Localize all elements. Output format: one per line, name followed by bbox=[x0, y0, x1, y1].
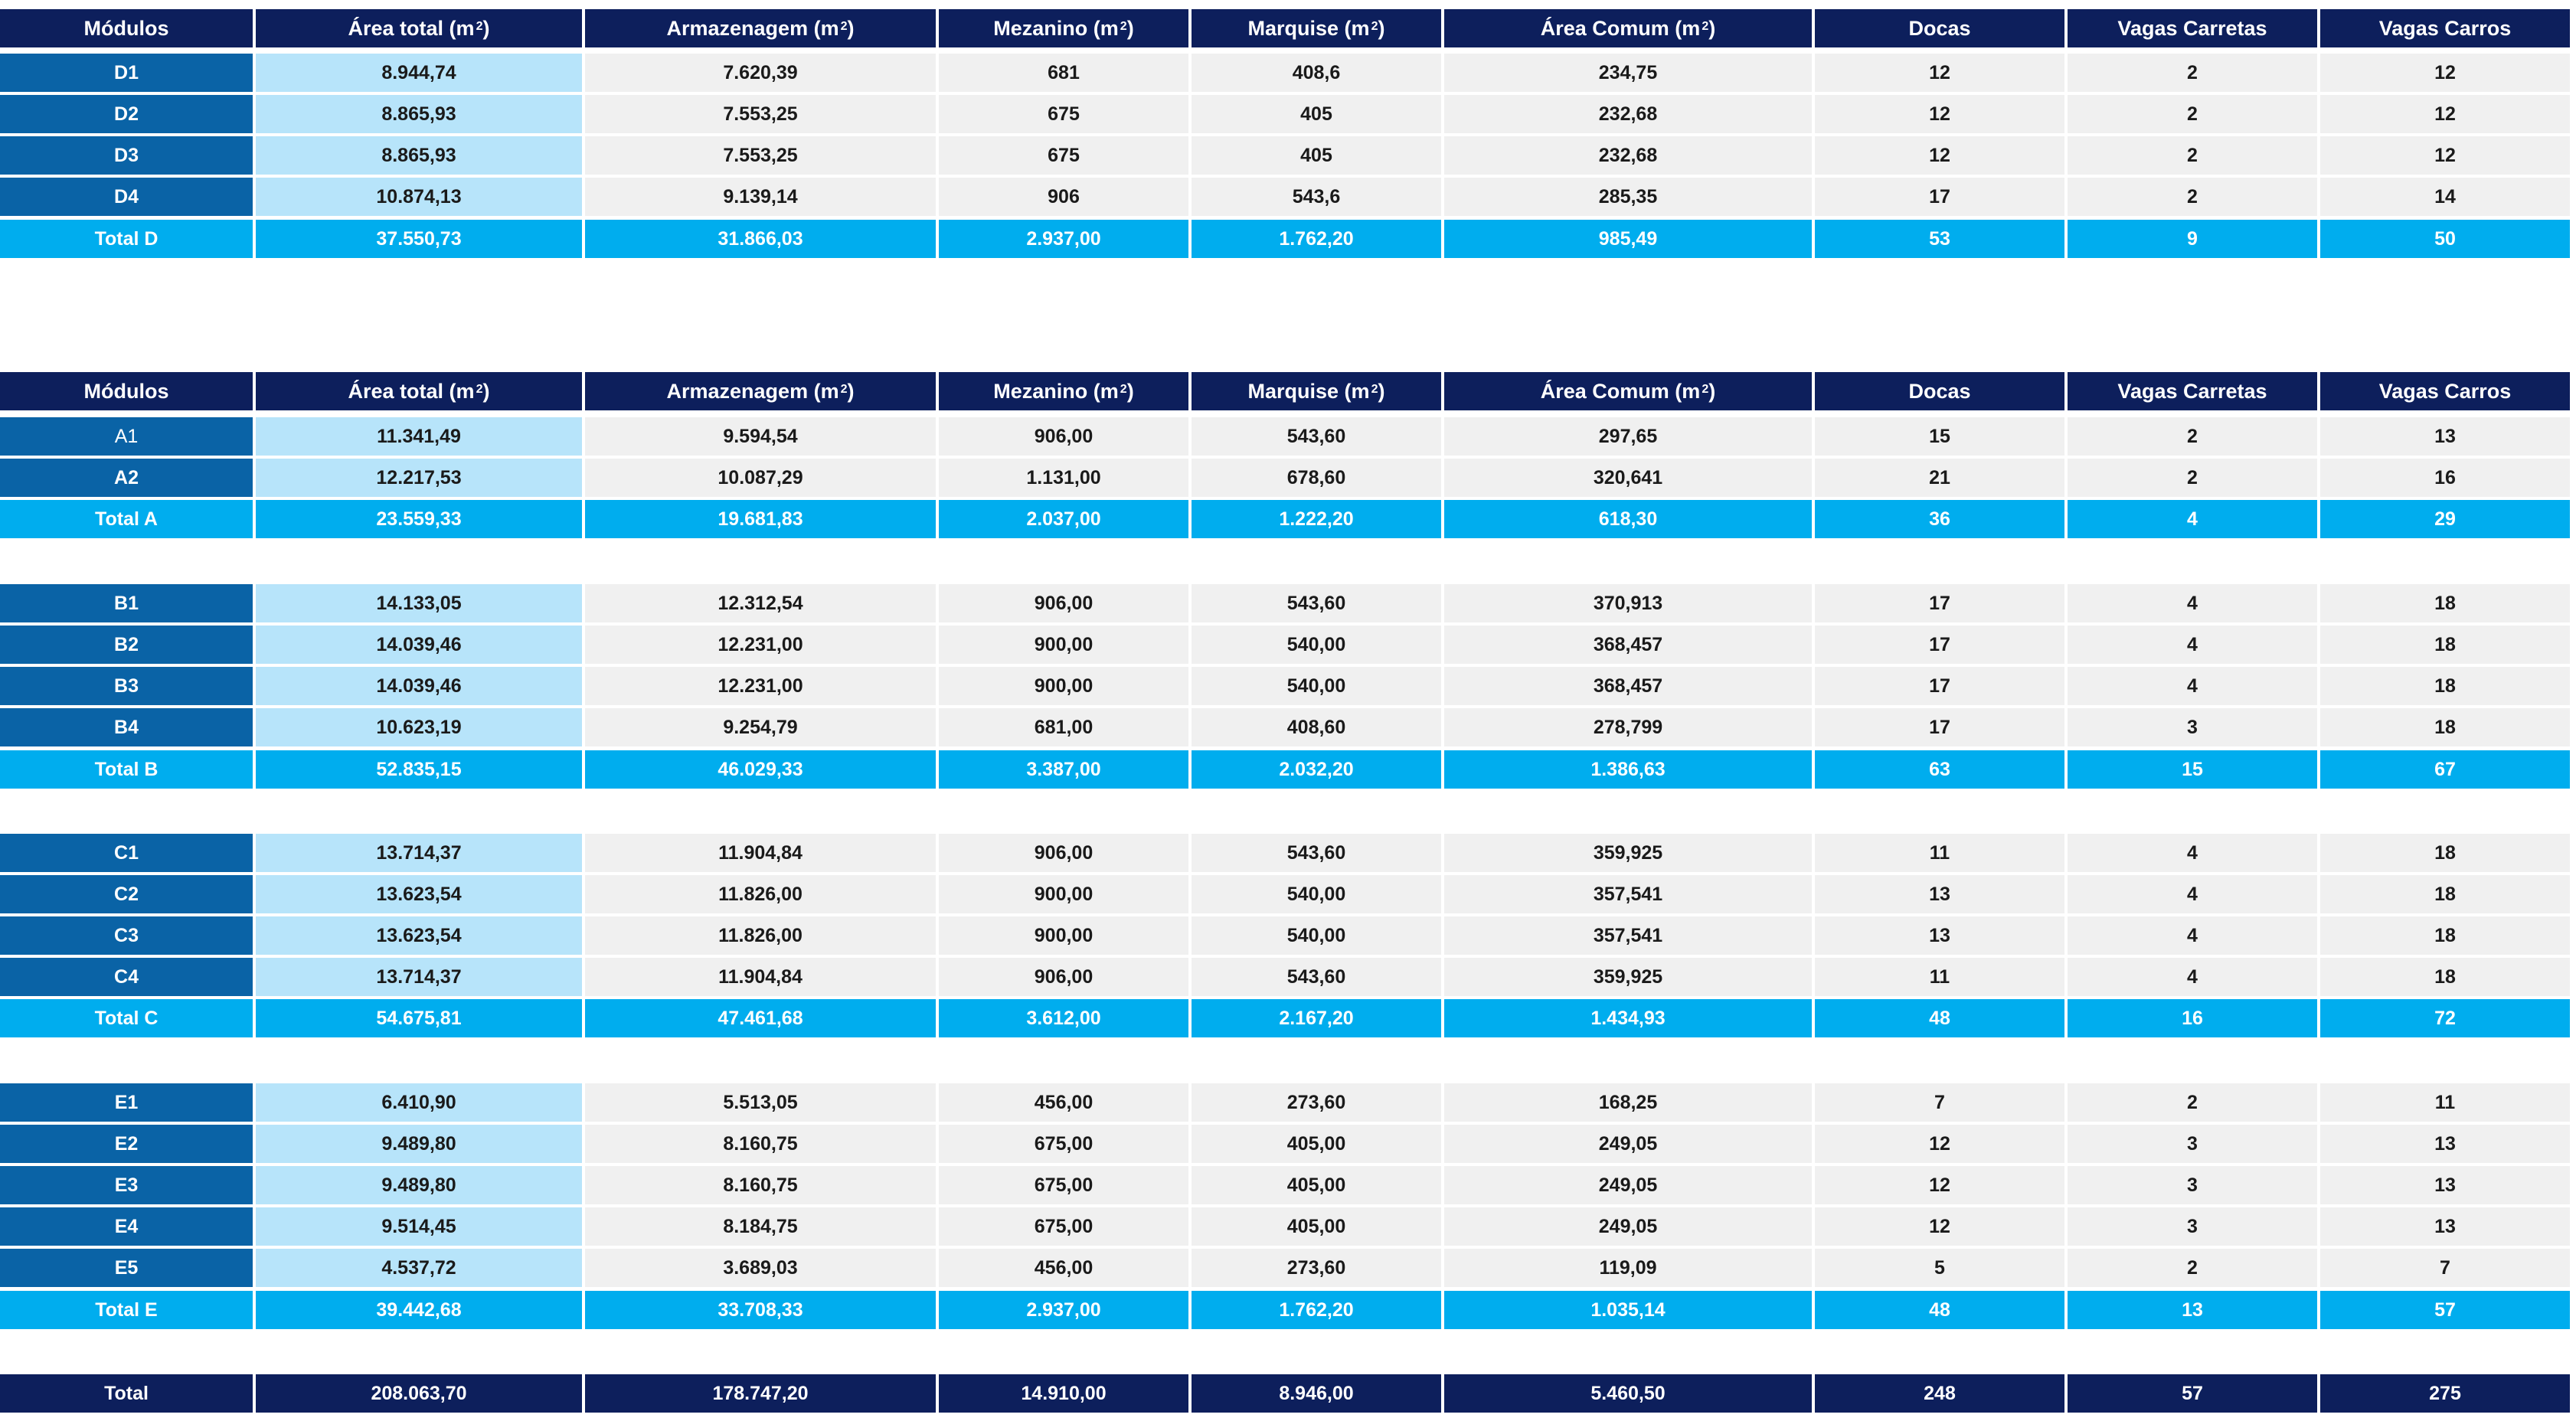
cell-vagas-carretas: 2 bbox=[2068, 95, 2317, 133]
cell-area-comum: 357,541 bbox=[1444, 916, 1812, 955]
cell-area-comum: 357,541 bbox=[1444, 875, 1812, 913]
column-header-mezanino: Mezanino (m $^2$ ) bbox=[939, 372, 1188, 410]
cell-marquise: 540,00 bbox=[1192, 875, 1441, 913]
cell-vagas-carros: 275 bbox=[2320, 1374, 2570, 1413]
cell-mezanino: 906,00 bbox=[939, 417, 1188, 456]
cell-area-total: 9.489,80 bbox=[256, 1125, 582, 1163]
column-header-label: Vagas Carretas bbox=[2117, 379, 2267, 403]
column-header-label: Docas bbox=[1908, 379, 1971, 403]
column-header-label: Área total (m bbox=[348, 16, 475, 40]
cell-area-comum: 249,05 bbox=[1444, 1125, 1812, 1163]
cell-module: E5 bbox=[0, 1249, 253, 1287]
cell-armazenagem: 8.160,75 bbox=[585, 1166, 936, 1204]
cell-area-comum: 985,49 bbox=[1444, 220, 1812, 258]
column-header-label: Armazenagem (m bbox=[666, 379, 839, 403]
cell-module: C2 bbox=[0, 875, 253, 913]
cell-armazenagem: 10.087,29 bbox=[585, 459, 936, 497]
cell-mezanino: 900,00 bbox=[939, 875, 1188, 913]
table-row bbox=[0, 54, 2570, 92]
column-header-area-comum: Área Comum (m $^2$ ) bbox=[1444, 9, 1812, 47]
cell-area-comum: 1.434,93 bbox=[1444, 999, 1812, 1037]
cell-mezanino: 675,00 bbox=[939, 1166, 1188, 1204]
cell-docas: 13 bbox=[1815, 916, 2064, 955]
cell-area-comum: 370,913 bbox=[1444, 584, 1812, 622]
unit-close-paren: ) bbox=[1708, 16, 1716, 40]
column-header-label: Módulos bbox=[83, 379, 169, 403]
cell-armazenagem: 31.866,03 bbox=[585, 220, 936, 258]
cell-mezanino: 2.937,00 bbox=[939, 220, 1188, 258]
cell-mezanino: 3.612,00 bbox=[939, 999, 1188, 1037]
cell-area-comum: 278,799 bbox=[1444, 708, 1812, 746]
cell-mezanino: 675,00 bbox=[939, 1125, 1188, 1163]
cell-docas: 12 bbox=[1815, 1207, 2064, 1246]
cell-armazenagem: 12.231,00 bbox=[585, 626, 936, 664]
subtotal-row bbox=[0, 750, 2570, 789]
cell-marquise: 405 bbox=[1192, 95, 1441, 133]
column-header-label: Marquise (m bbox=[1247, 379, 1370, 403]
cell-area-total: 13.623,54 bbox=[256, 875, 582, 913]
cell-area-comum: 1.035,14 bbox=[1444, 1291, 1812, 1329]
cell-module: D2 bbox=[0, 95, 253, 133]
cell-area-total: 14.133,05 bbox=[256, 584, 582, 622]
cell-module: A1 bbox=[0, 417, 253, 456]
cell-vagas-carros: 67 bbox=[2320, 750, 2570, 789]
cell-mezanino: 906,00 bbox=[939, 834, 1188, 872]
cell-docas: 36 bbox=[1815, 500, 2064, 538]
table-row bbox=[0, 95, 2570, 133]
cell-docas: 48 bbox=[1815, 1291, 2064, 1329]
cell-area-comum: 359,925 bbox=[1444, 958, 1812, 996]
cell-marquise: 405 bbox=[1192, 136, 1441, 175]
cell-armazenagem: 19.681,83 bbox=[585, 500, 936, 538]
unit-close-paren: ) bbox=[1378, 379, 1385, 403]
cell-docas: 5 bbox=[1815, 1249, 2064, 1287]
cell-docas: 53 bbox=[1815, 220, 2064, 258]
cell-area-comum: 320,641 bbox=[1444, 459, 1812, 497]
cell-marquise: 2.167,20 bbox=[1192, 999, 1441, 1037]
cell-docas: 15 bbox=[1815, 417, 2064, 456]
column-header-marquise: Marquise (m $^2$ ) bbox=[1192, 9, 1441, 47]
cell-marquise: 273,60 bbox=[1192, 1249, 1441, 1287]
unit-close-paren: ) bbox=[847, 379, 855, 403]
table-row bbox=[0, 1125, 2570, 1163]
header-row bbox=[0, 372, 2570, 410]
cell-area-comum: 285,35 bbox=[1444, 178, 1812, 216]
cell-vagas-carros: 13 bbox=[2320, 1207, 2570, 1246]
cell-vagas-carros: 7 bbox=[2320, 1249, 2570, 1287]
cell-vagas-carros: 50 bbox=[2320, 220, 2570, 258]
column-header-label: Módulos bbox=[83, 16, 169, 40]
unit-close-paren: ) bbox=[1126, 379, 1134, 403]
table-row bbox=[0, 875, 2570, 913]
cell-module: C1 bbox=[0, 834, 253, 872]
cell-marquise: 408,60 bbox=[1192, 708, 1441, 746]
cell-docas: 13 bbox=[1815, 875, 2064, 913]
column-header-area-total: Área total (m $^2$ ) bbox=[256, 372, 582, 410]
cell-vagas-carretas: 4 bbox=[2068, 916, 2317, 955]
cell-mezanino: 2.937,00 bbox=[939, 1291, 1188, 1329]
cell-vagas-carretas: 4 bbox=[2068, 626, 2317, 664]
cell-vagas-carros: 12 bbox=[2320, 136, 2570, 175]
cell-armazenagem: 11.826,00 bbox=[585, 875, 936, 913]
column-header-vagas-carros bbox=[2320, 9, 2570, 47]
table-row bbox=[0, 708, 2570, 746]
cell-vagas-carretas: 16 bbox=[2068, 999, 2317, 1037]
cell-module: Total C bbox=[0, 999, 253, 1037]
cell-module: C4 bbox=[0, 958, 253, 996]
cell-vagas-carros: 18 bbox=[2320, 626, 2570, 664]
cell-module: E2 bbox=[0, 1125, 253, 1163]
cell-vagas-carros: 12 bbox=[2320, 95, 2570, 133]
table-row bbox=[0, 417, 2570, 456]
cell-area-total: 12.217,53 bbox=[256, 459, 582, 497]
cell-module: C3 bbox=[0, 916, 253, 955]
cell-armazenagem: 46.029,33 bbox=[585, 750, 936, 789]
table-row bbox=[0, 626, 2570, 664]
cell-area-total: 10.874,13 bbox=[256, 178, 582, 216]
cell-area-total: 13.714,37 bbox=[256, 834, 582, 872]
subtotal-row bbox=[0, 500, 2570, 538]
cell-vagas-carretas: 4 bbox=[2068, 958, 2317, 996]
cell-mezanino: 456,00 bbox=[939, 1249, 1188, 1287]
cell-docas: 17 bbox=[1815, 667, 2064, 705]
cell-marquise: 543,60 bbox=[1192, 958, 1441, 996]
cell-mezanino: 675 bbox=[939, 95, 1188, 133]
cell-module: Total E bbox=[0, 1291, 253, 1329]
column-header-label: Vagas Carretas bbox=[2117, 16, 2267, 40]
column-header-vagas-carretas bbox=[2068, 372, 2317, 410]
cell-vagas-carretas: 3 bbox=[2068, 1166, 2317, 1204]
column-header-armazenagem: Armazenagem (m $^2$ ) bbox=[585, 372, 936, 410]
cell-area-total: 10.623,19 bbox=[256, 708, 582, 746]
cell-module: D3 bbox=[0, 136, 253, 175]
column-header-docas bbox=[1815, 372, 2064, 410]
cell-vagas-carretas: 4 bbox=[2068, 667, 2317, 705]
cell-area-comum: 368,457 bbox=[1444, 626, 1812, 664]
cell-marquise: 273,60 bbox=[1192, 1083, 1441, 1122]
cell-mezanino: 1.131,00 bbox=[939, 459, 1188, 497]
cell-area-total: 208.063,70 bbox=[256, 1374, 582, 1413]
cell-vagas-carretas: 15 bbox=[2068, 750, 2317, 789]
cell-area-total: 13.623,54 bbox=[256, 916, 582, 955]
cell-mezanino: 906,00 bbox=[939, 958, 1188, 996]
cell-module: B4 bbox=[0, 708, 253, 746]
cell-area-comum: 368,457 bbox=[1444, 667, 1812, 705]
cell-vagas-carretas: 2 bbox=[2068, 1249, 2317, 1287]
cell-vagas-carretas: 4 bbox=[2068, 875, 2317, 913]
cell-vagas-carretas: 3 bbox=[2068, 1125, 2317, 1163]
cell-mezanino: 906 bbox=[939, 178, 1188, 216]
cell-vagas-carretas: 4 bbox=[2068, 834, 2317, 872]
cell-module: Total bbox=[0, 1374, 253, 1413]
cell-marquise: 2.032,20 bbox=[1192, 750, 1441, 789]
column-header-label: Mezanino (m bbox=[993, 379, 1119, 403]
cell-armazenagem: 178.747,20 bbox=[585, 1374, 936, 1413]
column-header-label: Marquise (m bbox=[1247, 16, 1370, 40]
cell-area-total: 9.514,45 bbox=[256, 1207, 582, 1246]
cell-docas: 11 bbox=[1815, 834, 2064, 872]
cell-area-total: 14.039,46 bbox=[256, 667, 582, 705]
unit-close-paren: ) bbox=[1378, 16, 1385, 40]
subtotal-row bbox=[0, 1291, 2570, 1329]
cell-armazenagem: 12.312,54 bbox=[585, 584, 936, 622]
cell-marquise: 1.222,20 bbox=[1192, 500, 1441, 538]
cell-vagas-carros: 18 bbox=[2320, 875, 2570, 913]
header-row bbox=[0, 9, 2570, 47]
cell-area-total: 8.865,93 bbox=[256, 95, 582, 133]
column-header-label: Vagas Carros bbox=[2378, 379, 2512, 403]
cell-armazenagem: 8.160,75 bbox=[585, 1125, 936, 1163]
column-header-marquise: Marquise (m $^2$ ) bbox=[1192, 372, 1441, 410]
cell-area-total: 4.537,72 bbox=[256, 1249, 582, 1287]
cell-vagas-carros: 72 bbox=[2320, 999, 2570, 1037]
cell-docas: 248 bbox=[1815, 1374, 2064, 1413]
cell-armazenagem: 7.620,39 bbox=[585, 54, 936, 92]
cell-area-comum: 1.386,63 bbox=[1444, 750, 1812, 789]
cell-area-comum: 232,68 bbox=[1444, 136, 1812, 175]
cell-vagas-carretas: 4 bbox=[2068, 500, 2317, 538]
cell-docas: 12 bbox=[1815, 54, 2064, 92]
cell-vagas-carretas: 3 bbox=[2068, 708, 2317, 746]
column-header-module bbox=[0, 9, 253, 47]
cell-marquise: 540,00 bbox=[1192, 916, 1441, 955]
cell-vagas-carros: 14 bbox=[2320, 178, 2570, 216]
cell-armazenagem: 9.254,79 bbox=[585, 708, 936, 746]
cell-module: A2 bbox=[0, 459, 253, 497]
cell-module: Total D bbox=[0, 220, 253, 258]
cell-vagas-carretas: 2 bbox=[2068, 1083, 2317, 1122]
cell-marquise: 408,6 bbox=[1192, 54, 1441, 92]
column-header-label: Área Comum (m bbox=[1540, 16, 1701, 40]
cell-armazenagem: 3.689,03 bbox=[585, 1249, 936, 1287]
cell-module: E4 bbox=[0, 1207, 253, 1246]
cell-area-comum: 249,05 bbox=[1444, 1207, 1812, 1246]
cell-vagas-carros: 16 bbox=[2320, 459, 2570, 497]
column-header-area-total: Área total (m $^2$ ) bbox=[256, 9, 582, 47]
cell-area-total: 9.489,80 bbox=[256, 1166, 582, 1204]
column-header-label: Armazenagem (m bbox=[666, 16, 839, 40]
cell-docas: 17 bbox=[1815, 626, 2064, 664]
cell-module: B3 bbox=[0, 667, 253, 705]
cell-vagas-carretas: 2 bbox=[2068, 136, 2317, 175]
cell-mezanino: 681,00 bbox=[939, 708, 1188, 746]
cell-armazenagem: 47.461,68 bbox=[585, 999, 936, 1037]
cell-module: B2 bbox=[0, 626, 253, 664]
cell-docas: 12 bbox=[1815, 95, 2064, 133]
cell-marquise: 1.762,20 bbox=[1192, 1291, 1441, 1329]
table-row bbox=[0, 1083, 2570, 1122]
cell-vagas-carros: 13 bbox=[2320, 1125, 2570, 1163]
cell-mezanino: 14.910,00 bbox=[939, 1374, 1188, 1413]
cell-marquise: 678,60 bbox=[1192, 459, 1441, 497]
cell-vagas-carros: 57 bbox=[2320, 1291, 2570, 1329]
cell-marquise: 405,00 bbox=[1192, 1207, 1441, 1246]
column-header-label: Mezanino (m bbox=[993, 16, 1119, 40]
cell-area-comum: 234,75 bbox=[1444, 54, 1812, 92]
cell-area-comum: 618,30 bbox=[1444, 500, 1812, 538]
column-header-area-comum: Área Comum (m $^2$ ) bbox=[1444, 372, 1812, 410]
cell-marquise: 8.946,00 bbox=[1192, 1374, 1441, 1413]
cell-mezanino: 906,00 bbox=[939, 584, 1188, 622]
cell-docas: 63 bbox=[1815, 750, 2064, 789]
table-row bbox=[0, 1207, 2570, 1246]
cell-module: B1 bbox=[0, 584, 253, 622]
cell-mezanino: 900,00 bbox=[939, 667, 1188, 705]
unit-close-paren: ) bbox=[482, 379, 490, 403]
cell-vagas-carretas: 3 bbox=[2068, 1207, 2317, 1246]
cell-vagas-carretas: 2 bbox=[2068, 54, 2317, 92]
column-header-label: Docas bbox=[1908, 16, 1971, 40]
cell-armazenagem: 11.904,84 bbox=[585, 834, 936, 872]
cell-vagas-carros: 12 bbox=[2320, 54, 2570, 92]
unit-close-paren: ) bbox=[1708, 379, 1716, 403]
cell-vagas-carros: 11 bbox=[2320, 1083, 2570, 1122]
table-row bbox=[0, 916, 2570, 955]
cell-marquise: 405,00 bbox=[1192, 1166, 1441, 1204]
cell-vagas-carretas: 9 bbox=[2068, 220, 2317, 258]
unit-close-paren: ) bbox=[1126, 16, 1134, 40]
cell-marquise: 405,00 bbox=[1192, 1125, 1441, 1163]
cell-vagas-carretas: 4 bbox=[2068, 584, 2317, 622]
cell-area-comum: 297,65 bbox=[1444, 417, 1812, 456]
cell-armazenagem: 11.904,84 bbox=[585, 958, 936, 996]
cell-docas: 17 bbox=[1815, 584, 2064, 622]
cell-docas: 12 bbox=[1815, 136, 2064, 175]
cell-area-comum: 119,09 bbox=[1444, 1249, 1812, 1287]
cell-armazenagem: 9.594,54 bbox=[585, 417, 936, 456]
cell-vagas-carros: 18 bbox=[2320, 667, 2570, 705]
cell-mezanino: 675 bbox=[939, 136, 1188, 175]
cell-vagas-carros: 18 bbox=[2320, 958, 2570, 996]
cell-vagas-carretas: 2 bbox=[2068, 178, 2317, 216]
cell-area-comum: 232,68 bbox=[1444, 95, 1812, 133]
subtotal-row bbox=[0, 999, 2570, 1037]
cell-marquise: 1.762,20 bbox=[1192, 220, 1441, 258]
cell-area-total: 39.442,68 bbox=[256, 1291, 582, 1329]
cell-mezanino: 675,00 bbox=[939, 1207, 1188, 1246]
cell-vagas-carros: 13 bbox=[2320, 417, 2570, 456]
cell-docas: 21 bbox=[1815, 459, 2064, 497]
cell-area-total: 23.559,33 bbox=[256, 500, 582, 538]
cell-armazenagem: 7.553,25 bbox=[585, 95, 936, 133]
unit-close-paren: ) bbox=[482, 16, 490, 40]
grand-total-row bbox=[0, 1374, 2570, 1413]
cell-marquise: 543,60 bbox=[1192, 834, 1441, 872]
cell-marquise: 540,00 bbox=[1192, 667, 1441, 705]
cell-vagas-carros: 18 bbox=[2320, 834, 2570, 872]
cell-area-total: 8.944,74 bbox=[256, 54, 582, 92]
cell-area-total: 13.714,37 bbox=[256, 958, 582, 996]
cell-armazenagem: 7.553,25 bbox=[585, 136, 936, 175]
cell-area-total: 11.341,49 bbox=[256, 417, 582, 456]
table-row bbox=[0, 178, 2570, 216]
cell-mezanino: 900,00 bbox=[939, 916, 1188, 955]
cell-armazenagem: 33.708,33 bbox=[585, 1291, 936, 1329]
cell-area-comum: 249,05 bbox=[1444, 1166, 1812, 1204]
table-row bbox=[0, 1166, 2570, 1204]
cell-marquise: 543,60 bbox=[1192, 417, 1441, 456]
table-row bbox=[0, 834, 2570, 872]
cell-docas: 7 bbox=[1815, 1083, 2064, 1122]
cell-armazenagem: 8.184,75 bbox=[585, 1207, 936, 1246]
cell-mezanino: 900,00 bbox=[939, 626, 1188, 664]
cell-area-total: 14.039,46 bbox=[256, 626, 582, 664]
table-row bbox=[0, 667, 2570, 705]
cell-area-comum: 168,25 bbox=[1444, 1083, 1812, 1122]
cell-marquise: 543,6 bbox=[1192, 178, 1441, 216]
column-header-armazenagem: Armazenagem (m $^2$ ) bbox=[585, 9, 936, 47]
table-row bbox=[0, 958, 2570, 996]
cell-armazenagem: 11.826,00 bbox=[585, 916, 936, 955]
cell-area-total: 54.675,81 bbox=[256, 999, 582, 1037]
cell-module: Total B bbox=[0, 750, 253, 789]
cell-area-total: 6.410,90 bbox=[256, 1083, 582, 1122]
cell-armazenagem: 9.139,14 bbox=[585, 178, 936, 216]
column-header-vagas-carros bbox=[2320, 372, 2570, 410]
cell-mezanino: 2.037,00 bbox=[939, 500, 1188, 538]
cell-armazenagem: 5.513,05 bbox=[585, 1083, 936, 1122]
cell-module: D4 bbox=[0, 178, 253, 216]
cell-docas: 17 bbox=[1815, 708, 2064, 746]
cell-vagas-carretas: 2 bbox=[2068, 417, 2317, 456]
cell-docas: 17 bbox=[1815, 178, 2064, 216]
column-header-label: Área total (m bbox=[348, 379, 475, 403]
subtotal-row bbox=[0, 220, 2570, 258]
cell-vagas-carros: 13 bbox=[2320, 1166, 2570, 1204]
cell-module: Total A bbox=[0, 500, 253, 538]
cell-docas: 12 bbox=[1815, 1125, 2064, 1163]
cell-mezanino: 3.387,00 bbox=[939, 750, 1188, 789]
cell-module: E3 bbox=[0, 1166, 253, 1204]
column-header-docas bbox=[1815, 9, 2064, 47]
cell-area-comum: 5.460,50 bbox=[1444, 1374, 1812, 1413]
cell-module: E1 bbox=[0, 1083, 253, 1122]
cell-vagas-carretas: 57 bbox=[2068, 1374, 2317, 1413]
column-header-label: Vagas Carros bbox=[2378, 16, 2512, 40]
table-row bbox=[0, 459, 2570, 497]
cell-marquise: 540,00 bbox=[1192, 626, 1441, 664]
cell-armazenagem: 12.231,00 bbox=[585, 667, 936, 705]
cell-area-total: 52.835,15 bbox=[256, 750, 582, 789]
cell-module: D1 bbox=[0, 54, 253, 92]
cell-mezanino: 456,00 bbox=[939, 1083, 1188, 1122]
cell-marquise: 543,60 bbox=[1192, 584, 1441, 622]
unit-close-paren: ) bbox=[847, 16, 855, 40]
cell-vagas-carretas: 13 bbox=[2068, 1291, 2317, 1329]
cell-vagas-carros: 18 bbox=[2320, 708, 2570, 746]
cell-vagas-carretas: 2 bbox=[2068, 459, 2317, 497]
cell-area-total: 8.865,93 bbox=[256, 136, 582, 175]
cell-mezanino: 681 bbox=[939, 54, 1188, 92]
cell-vagas-carros: 29 bbox=[2320, 500, 2570, 538]
table-row bbox=[0, 136, 2570, 175]
cell-area-total: 37.550,73 bbox=[256, 220, 582, 258]
table-row bbox=[0, 1249, 2570, 1287]
table-row bbox=[0, 584, 2570, 622]
column-header-label: Área Comum (m bbox=[1540, 379, 1701, 403]
cell-docas: 11 bbox=[1815, 958, 2064, 996]
cell-vagas-carros: 18 bbox=[2320, 916, 2570, 955]
cell-vagas-carros: 18 bbox=[2320, 584, 2570, 622]
cell-docas: 12 bbox=[1815, 1166, 2064, 1204]
column-header-module bbox=[0, 372, 253, 410]
column-header-vagas-carretas bbox=[2068, 9, 2317, 47]
column-header-mezanino: Mezanino (m $^2$ ) bbox=[939, 9, 1188, 47]
cell-docas: 48 bbox=[1815, 999, 2064, 1037]
cell-area-comum: 359,925 bbox=[1444, 834, 1812, 872]
